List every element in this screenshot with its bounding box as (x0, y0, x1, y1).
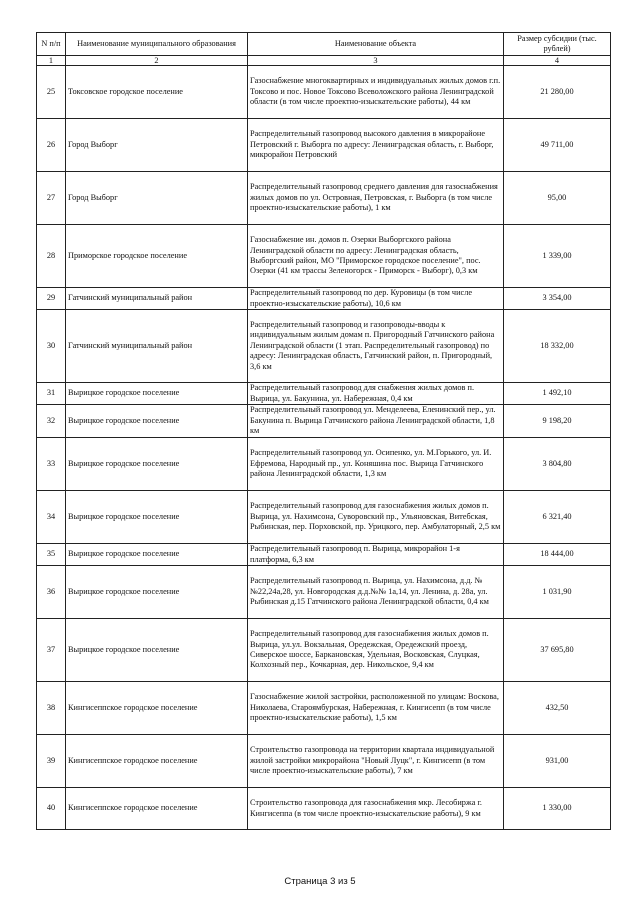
table-row (37, 172, 611, 225)
row-number: 39 (37, 735, 66, 788)
subsidy-cell: 18 444,00 (504, 544, 611, 566)
row-number: 27 (37, 172, 66, 225)
municipality-cell: Кингисеппское городское поселение (66, 735, 248, 788)
subsidy-cell: 3 354,00 (504, 288, 611, 310)
table-row (37, 383, 611, 405)
municipality-cell: Вырицкое городское поселение (66, 619, 248, 682)
row-number: 29 (37, 288, 66, 310)
municipality-cell: Город Выборг (66, 172, 248, 225)
object-cell: Распределительный газопровод для газоснабжения жилых домов п. Вырица, ул. Нахимсона, Суворовский пр., Ульяновская, Витебская, Рыбинская, пер. Порховской, пр. Урицкого, пер. Амбулаторный, 2,5 км (248, 491, 504, 544)
object-cell: Распределительный газопровод для снабжения жилых домов п. Вырица, ул. Бакунина, ул. Набережная, 0,4 км (248, 383, 504, 405)
header-subsidy: Размер субсидии (тыс. рублей) (504, 33, 611, 56)
subsidy-table (36, 32, 611, 830)
municipality-cell: Гатчинский муниципальный район (66, 310, 248, 383)
object-cell: Распределительный газопровод п. Вырица, микрорайон 1-я платформа, 6,3 км (248, 544, 504, 566)
object-cell: Строительство газопровода для газоснабжения мкр. Лесобиржа г. Кингисеппа (в том числе проектно-изыскательские работы), 9 км (248, 788, 504, 830)
object-cell: Газоснабжение ин. домов п. Озерки Выборгского района Ленинградской области по адресу: Ленинградская область, Выборгский район, МО "Приморское городское поселение", пос. Озерки (41 км трассы Зеленогорск - Приморск - Выборг), 0,3 км (248, 225, 504, 288)
table-row (37, 405, 611, 438)
subsidy-cell: 49 711,00 (504, 119, 611, 172)
object-cell: Газоснабжение многоквартирных и индивидуальных жилых домов г.п. Токсово и пос. Новое Токсово Всеволожского района Ленинградской области (в том числе проектно-изыскательские работы), 44 км (248, 66, 504, 119)
object-cell: Распределительный газопровод высокого давления в микрорайоне Петровский г. Выборга по адресу: Ленинградская область, г. Выборг, микрорайон Петровский (248, 119, 504, 172)
object-cell: Распределительный газопровод п. Вырица, ул. Нахимсона, д.д. №№22,24а,28, ул. Новгородская д.д.№№ 1а,14, ул. Ленина, д. 28а, ул. Рыбинская д.15 Гатчинского района Ленинградской области, 0,4 км (248, 566, 504, 619)
column-index: 2 (66, 56, 248, 66)
municipality-cell: Приморское городское поселение (66, 225, 248, 288)
row-number: 30 (37, 310, 66, 383)
row-number: 26 (37, 119, 66, 172)
subsidy-cell: 9 198,20 (504, 405, 611, 438)
table-row (37, 119, 611, 172)
subsidy-cell: 1 330,00 (504, 788, 611, 830)
table-row (37, 225, 611, 288)
table-row (37, 66, 611, 119)
header-object: Наименование объекта (248, 33, 504, 56)
table-body (37, 66, 611, 830)
municipality-cell: Вырицкое городское поселение (66, 566, 248, 619)
subsidy-cell: 95,00 (504, 172, 611, 225)
object-cell: Распределительный газопровод по дер. Куровицы (в том числе проектно-изыскательские работы), 10,6 км (248, 288, 504, 310)
table-row (37, 682, 611, 735)
column-index: 3 (248, 56, 504, 66)
table-row (37, 288, 611, 310)
subsidy-cell: 931,00 (504, 735, 611, 788)
row-number: 36 (37, 566, 66, 619)
table-row (37, 491, 611, 544)
row-number: 33 (37, 438, 66, 491)
subsidy-cell: 1 031,90 (504, 566, 611, 619)
subsidy-cell: 3 804,80 (504, 438, 611, 491)
header-row (37, 33, 611, 56)
row-number: 25 (37, 66, 66, 119)
table-row (37, 735, 611, 788)
header-num: N п/п (37, 33, 66, 56)
row-number: 28 (37, 225, 66, 288)
subsidy-cell: 1 339,00 (504, 225, 611, 288)
table-row (37, 438, 611, 491)
subsidy-cell: 1 492,10 (504, 383, 611, 405)
municipality-cell: Гатчинский муниципальный район (66, 288, 248, 310)
subsidy-cell: 21 280,00 (504, 66, 611, 119)
object-cell: Строительство газопровода на территории квартала индивидуальной жилой застройки микрорайона "Новый Луцк", г. Кингисепп (в том числе проектно-изыскательские работы), 7 км (248, 735, 504, 788)
municipality-cell: Вырицкое городское поселение (66, 383, 248, 405)
subsidy-cell: 18 332,00 (504, 310, 611, 383)
column-index: 1 (37, 56, 66, 66)
municipality-cell: Вырицкое городское поселение (66, 544, 248, 566)
object-cell: Распределительный газопровод ул. Менделеева, Еленинский пер., ул. Бакунина п. Вырица Гатчинского района Ленинградской области, 1,8 км (248, 405, 504, 438)
municipality-cell: Токсовское городское поселение (66, 66, 248, 119)
row-number: 31 (37, 383, 66, 405)
row-number: 40 (37, 788, 66, 830)
column-index: 4 (504, 56, 611, 66)
page-number: Страница 3 из 5 (284, 876, 356, 887)
object-cell: Газоснабжение жилой застройки, расположенной по улицам: Воскова, Николаева, Староямбурская, Набережная, г. Кингисепп (в том числе проектно-изыскательские работы), 1,5 км (248, 682, 504, 735)
object-cell: Распределительный газопровод и газопроводы-вводы к индивидуальным жилым домам п. Пригородный Гатчинского района Ленинградской области (1 этап. Распределительный газопровод) по адресу: Ленинградская область, Гатчинский район, п. Пригородный, 3,6 км (248, 310, 504, 383)
header-municipality: Наименование муниципального образования (66, 33, 248, 56)
row-number: 32 (37, 405, 66, 438)
row-number: 34 (37, 491, 66, 544)
row-number: 37 (37, 619, 66, 682)
object-cell: Распределительный газопровод для газоснабжения жилых домов п. Вырица, ул.ул. Вокзальная, Оредежская, Оредежский проезд, Сиверское шоссе, Баркановская, Удельная, Восковская, Слуцкая, Колхозный пер., Кочкарная, дер. Никольское, 9,4 км (248, 619, 504, 682)
table-row (37, 619, 611, 682)
row-number: 38 (37, 682, 66, 735)
table-row (37, 566, 611, 619)
municipality-cell: Вырицкое городское поселение (66, 491, 248, 544)
table-row (37, 310, 611, 383)
object-cell: Распределительный газопровод ул. Осипенко, ул. М.Горького, ул. И. Ефремова, Народный пр., ул. Коняшина пос. Вырица Гатчинского района Ленинградской области, 1,3 км (248, 438, 504, 491)
table-row (37, 544, 611, 566)
municipality-cell: Город Выборг (66, 119, 248, 172)
municipality-cell: Кингисеппское городское поселение (66, 682, 248, 735)
subsidy-cell: 432,50 (504, 682, 611, 735)
municipality-cell: Вырицкое городское поселение (66, 438, 248, 491)
row-number: 35 (37, 544, 66, 566)
subsidy-cell: 37 695,80 (504, 619, 611, 682)
subsidy-cell: 6 321,40 (504, 491, 611, 544)
municipality-cell: Кингисеппское городское поселение (66, 788, 248, 830)
object-cell: Распределительный газопровод среднего давления для газоснабжения жилых домов по ул. Островная, Петровская, г. Выборга (в том числе проектно-изыскательские работы), 1 км (248, 172, 504, 225)
table-row (37, 788, 611, 830)
column-index-row (37, 56, 611, 66)
municipality-cell: Вырицкое городское поселение (66, 405, 248, 438)
